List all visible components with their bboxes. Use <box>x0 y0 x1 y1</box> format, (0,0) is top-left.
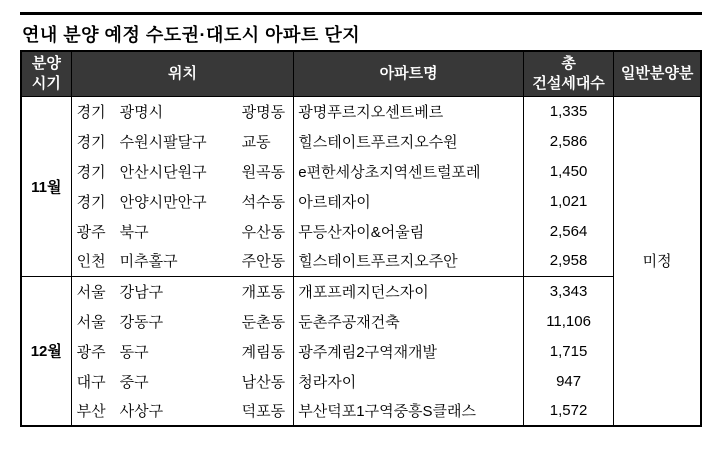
header-row <box>21 51 701 96</box>
apartment-name-cell: 부산덕포1구역중흥S클래스 <box>294 396 524 426</box>
table-row <box>21 186 701 216</box>
table-row <box>21 156 701 186</box>
col-header-households: 총 건설세대수 <box>523 51 613 96</box>
province: 서울 <box>76 283 106 301</box>
table-row <box>21 366 701 396</box>
location-cell <box>71 126 294 156</box>
apartment-name-cell: 힐스테이트푸르지오수원 <box>294 126 524 156</box>
location-cell <box>71 186 294 216</box>
households-cell: 947 <box>523 366 613 396</box>
apartment-name-cell: 무등산자이&어울림 <box>294 216 524 246</box>
province: 경기 <box>76 133 106 151</box>
location-cell <box>71 96 294 126</box>
households-cell: 2,564 <box>523 216 613 246</box>
dong: 원곡동 <box>241 163 286 181</box>
households-cell: 2,586 <box>523 126 613 156</box>
province: 광주 <box>76 223 106 241</box>
province: 부산 <box>76 403 106 420</box>
households-cell: 1,572 <box>523 396 613 426</box>
apartment-name-cell: 청라자이 <box>294 366 524 396</box>
apartment-name-cell: 광주계림2구역재개발 <box>294 336 524 366</box>
col-header-apartment-name: 아파트명 <box>294 51 524 96</box>
title-top-rule <box>20 12 702 15</box>
period-cell-december: 12월 <box>21 276 71 426</box>
dong: 광명동 <box>241 103 286 121</box>
city: 미추홀구 <box>119 253 178 271</box>
households-cell: 1,335 <box>523 96 613 126</box>
table-row <box>21 216 701 246</box>
city: 수원시팔달구 <box>119 133 207 151</box>
city: 강남구 <box>119 283 164 301</box>
households-cell: 3,343 <box>523 276 613 306</box>
location-cell <box>71 366 294 396</box>
col-header-general-sale: 일반분양분 <box>614 51 701 96</box>
dong: 개포동 <box>241 283 286 301</box>
households-cell: 1,715 <box>523 336 613 366</box>
city: 사상구 <box>119 403 164 420</box>
location-cell <box>71 306 294 336</box>
province: 광주 <box>76 343 106 361</box>
dong: 교동 <box>241 133 271 151</box>
dong: 우산동 <box>241 223 286 241</box>
households-cell: 2,958 <box>523 246 613 276</box>
apartment-name-cell: 아르테자이 <box>294 186 524 216</box>
table-row <box>21 126 701 156</box>
city: 안양시만안구 <box>119 193 207 211</box>
table-row <box>21 246 701 276</box>
table-row <box>21 96 701 126</box>
city: 북구 <box>119 223 149 241</box>
table-header <box>21 51 701 96</box>
city: 동구 <box>119 343 149 361</box>
province: 인천 <box>76 253 106 271</box>
location-cell <box>71 216 294 246</box>
location-cell <box>71 336 294 366</box>
location-cell <box>71 396 294 426</box>
province: 경기 <box>76 163 106 181</box>
households-cell: 1,450 <box>523 156 613 186</box>
general-sale-cell: 미정 <box>614 96 701 426</box>
city: 광명시 <box>119 103 164 121</box>
province: 대구 <box>76 373 106 391</box>
dong: 남산동 <box>241 373 286 391</box>
dong: 둔촌동 <box>241 313 286 331</box>
province: 경기 <box>76 103 106 121</box>
table-row <box>21 396 701 426</box>
period-cell-november: 11월 <box>21 96 71 276</box>
apartment-name-cell: 광명푸르지오센트베르 <box>294 96 524 126</box>
col-header-location: 위치 <box>71 51 294 96</box>
col-header-period: 분양 시기 <box>21 51 71 96</box>
dong: 계림동 <box>241 343 286 361</box>
apartment-name-cell: 개포프레지던스자이 <box>294 276 524 306</box>
province: 경기 <box>76 193 106 211</box>
province: 서울 <box>76 313 106 331</box>
apartment-name-cell: 힐스테이트푸르지오주안 <box>294 246 524 276</box>
table-row <box>21 336 701 366</box>
location-cell <box>71 156 294 186</box>
apartment-sales-table <box>20 50 702 427</box>
location-cell <box>71 276 294 306</box>
dong: 주안동 <box>241 253 286 271</box>
table-row <box>21 276 701 306</box>
city: 강동구 <box>119 313 164 331</box>
households-cell: 11,106 <box>523 306 613 336</box>
dong: 덕포동 <box>241 403 286 420</box>
page-title: 연내 분양 예정 수도권·대도시 아파트 단지 <box>22 25 361 45</box>
city: 안산시단원구 <box>119 163 207 181</box>
location-cell <box>71 246 294 276</box>
apartment-name-cell: e편한세상초지역센트럴포레 <box>294 156 524 186</box>
apartment-name-cell: 둔촌주공재건축 <box>294 306 524 336</box>
table-row <box>21 306 701 336</box>
city: 중구 <box>119 373 149 391</box>
dong: 석수동 <box>241 193 286 211</box>
households-cell: 1,021 <box>523 186 613 216</box>
